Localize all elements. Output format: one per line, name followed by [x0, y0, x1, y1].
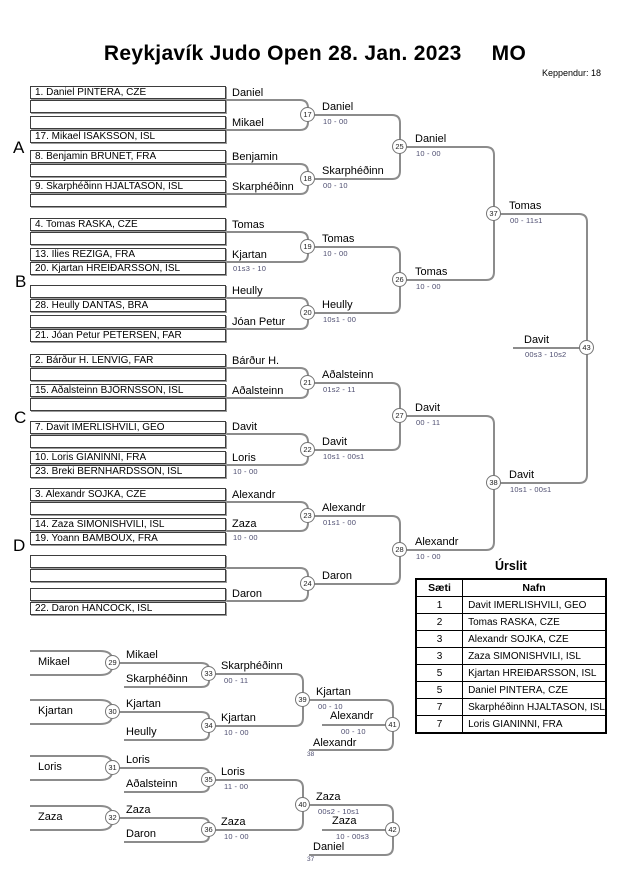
- pair-winner-11: Davit: [232, 421, 258, 433]
- pool-label-c: C: [14, 408, 27, 427]
- match-29-winner: Mikael: [126, 649, 158, 661]
- match-17-circle: 17: [300, 107, 315, 122]
- match-23-circle: 23: [300, 508, 315, 523]
- draw-box-c7: 10. Loris GIANINNI, FRA: [30, 451, 226, 464]
- match-36-winner: Zaza: [221, 816, 246, 828]
- match-20-score: 10s1 - 00: [323, 315, 357, 324]
- match-18-winner: Skarphéðinn: [322, 165, 384, 177]
- match-35-winner: Loris: [221, 766, 245, 778]
- match-39-circle: 39: [295, 692, 310, 707]
- pair-winner-2: Mikael: [232, 117, 264, 129]
- match-27-score: 00 - 11: [416, 418, 441, 427]
- draw-box-c5: 7. Davit IMERLISHVILI, GEO: [30, 421, 226, 434]
- match-27-circle: 27: [392, 408, 407, 423]
- match-43-circle: 43: [579, 340, 594, 355]
- match-42-circle: 42: [385, 822, 400, 837]
- draw-box-b5: [30, 285, 226, 298]
- match-36-circle: 36: [201, 822, 216, 837]
- match-39-winner: Kjartan: [316, 686, 351, 698]
- pair-score-14: 10 - 00: [233, 533, 258, 542]
- result-name: Davit IMERLISHVILI, GEO: [463, 597, 606, 614]
- draw-box-d5: [30, 555, 226, 568]
- match-30-circle: 30: [105, 704, 120, 719]
- match-38-score: 10s1 - 00s1: [510, 485, 552, 494]
- results-header-row: [416, 579, 606, 597]
- match-41-circle: 41: [385, 717, 400, 732]
- match-38-circle: 38: [486, 475, 501, 490]
- match-39-score: 00 - 10: [318, 702, 343, 711]
- result-name: Skarphéðinn HJALTASON, ISL: [463, 699, 606, 716]
- match-42-winner: Zaza: [332, 815, 357, 827]
- pair-winner-10: Aðalsteinn: [232, 385, 284, 397]
- pair-winner-16: Daron: [232, 588, 262, 600]
- result-name: Kjartan HREIÐARSSON, ISL: [463, 665, 606, 682]
- draw-box-d1: 3. Alexandr SOJKA, CZE: [30, 488, 226, 501]
- match-27-winner: Davit: [415, 402, 441, 414]
- match-33-score: 00 - 11: [224, 676, 249, 685]
- match-33-opponent: Skarphéðinn: [126, 673, 188, 685]
- match-43-score: 00s3 - 10s2: [525, 350, 567, 359]
- repechage-entry-loris: Loris: [38, 761, 62, 773]
- match-21-circle: 21: [300, 375, 315, 390]
- table-row: [416, 699, 606, 716]
- match-34-score: 10 - 00: [224, 728, 249, 737]
- draw-box-d2: [30, 502, 226, 515]
- table-row: [416, 648, 606, 665]
- result-name: Tomas RASKA, CZE: [463, 614, 606, 631]
- match-25-winner: Daniel: [415, 133, 447, 145]
- draw-box-c1: 2. Bárður H. LENVIG, FAR: [30, 354, 226, 367]
- match-22-winner: Davit: [322, 436, 348, 448]
- match-40-winner: Zaza: [316, 791, 341, 803]
- match-19-score: 10 - 00: [323, 249, 348, 258]
- match-23-score: 01s1 - 00: [323, 518, 357, 527]
- match-31-circle: 31: [105, 760, 120, 775]
- table-row: [416, 597, 606, 614]
- match-37-winner: Tomas: [509, 200, 542, 212]
- pair-winner-14: Zaza: [232, 518, 257, 530]
- draw-box-a6: [30, 164, 226, 177]
- match-33-circle: 33: [201, 666, 216, 681]
- repechage-entry-zaza: Zaza: [38, 811, 63, 823]
- match-26-score: 10 - 00: [416, 282, 441, 291]
- pair-winner-13: Alexandr: [232, 489, 276, 501]
- draw-box-b6: 28. Heully DANTAS, BRA: [30, 299, 226, 312]
- draw-box-c4: [30, 398, 226, 411]
- match-41-score: 00 - 10: [341, 727, 366, 736]
- match-41-winner: Alexandr: [330, 710, 374, 722]
- table-row: [416, 665, 606, 682]
- match-23-winner: Alexandr: [322, 502, 366, 514]
- competitors-count: Keppendur: 18: [541, 68, 601, 78]
- pair-score-6: 01s3 - 10: [233, 264, 267, 273]
- draw-box-c3: 15. Aðalsteinn BJÖRNSSON, ISL: [30, 384, 226, 397]
- draw-box-b2: [30, 232, 226, 245]
- match-20-circle: 20: [300, 305, 315, 320]
- draw-box-c8: 23. Breki BERNHARDSSON, ISL: [30, 465, 226, 478]
- pair-winner-1: Daniel: [232, 87, 264, 99]
- draw-box-b1: 4. Tomas RASKA, CZE: [30, 218, 226, 231]
- match-35-circle: 35: [201, 772, 216, 787]
- match-35-opponent: Aðalsteinn: [126, 778, 178, 790]
- result-rank: 3: [416, 648, 463, 665]
- match-24-circle: 24: [300, 576, 315, 591]
- table-row: [416, 614, 606, 631]
- match-41-source-match: 38: [307, 751, 315, 758]
- match-42-score: 10 - 00s3: [336, 832, 370, 841]
- result-name: Zaza SIMONISHVILI, ISL: [463, 648, 606, 665]
- pool-label-b: B: [15, 272, 27, 291]
- match-36-opponent: Daron: [126, 828, 156, 840]
- match-26-winner: Tomas: [415, 266, 448, 278]
- pair-winner-3: Benjamin: [232, 151, 278, 163]
- draw-box-c6: [30, 435, 226, 448]
- draw-box-d7: [30, 588, 226, 601]
- match-28-circle: 28: [392, 542, 407, 557]
- match-42-source-match: 37: [307, 856, 315, 863]
- draw-box-d6: [30, 569, 226, 582]
- match-25-circle: 25: [392, 139, 407, 154]
- draw-box-d3: 14. Zaza SIMONISHVILI, ISL: [30, 518, 226, 531]
- match-19-winner: Tomas: [322, 233, 355, 245]
- match-31-winner: Loris: [126, 754, 150, 766]
- match-42-opponent: Daniel: [313, 841, 345, 853]
- draw-box-d8: 22. Daron HANCOCK, ISL: [30, 602, 226, 615]
- results-col-name: Nafn: [463, 579, 606, 597]
- draw-box-a1: 1. Daniel PINTERA, CZE: [30, 86, 226, 99]
- result-rank: 5: [416, 682, 463, 699]
- result-name: Alexandr SOJKA, CZE: [463, 631, 606, 648]
- match-34-circle: 34: [201, 718, 216, 733]
- match-26-circle: 26: [392, 272, 407, 287]
- match-33-winner: Skarphéðinn: [221, 660, 283, 672]
- draw-box-a8: [30, 194, 226, 207]
- pair-winner-7: Heully: [232, 285, 263, 297]
- results-col-rank: Sæti: [416, 579, 463, 597]
- page-title: [0, 42, 630, 66]
- match-28-score: 10 - 00: [416, 552, 441, 561]
- match-35-score: 11 - 00: [224, 782, 249, 791]
- match-25-score: 10 - 00: [416, 149, 441, 158]
- match-32-winner: Zaza: [126, 804, 151, 816]
- match-20-winner: Heully: [322, 299, 353, 311]
- result-rank: 3: [416, 631, 463, 648]
- draw-box-b3: 13. Ilies REZIGA, FRA: [30, 248, 226, 261]
- draw-box-d4: 19. Yoann BAMBOUX, FRA: [30, 532, 226, 545]
- match-21-score: 01s2 - 11: [323, 385, 356, 394]
- match-37-circle: 37: [486, 206, 501, 221]
- table-row: [416, 682, 606, 699]
- repechage-entry-mikael: Mikael: [38, 656, 70, 668]
- table-row: [416, 716, 606, 734]
- match-43-winner: Davit: [524, 334, 550, 346]
- table-row: [416, 631, 606, 648]
- match-36-score: 10 - 00: [224, 832, 249, 841]
- match-40-score: 00s2 - 10s1: [318, 807, 360, 816]
- result-name: Loris GIANINNI, FRA: [463, 716, 606, 734]
- match-19-circle: 19: [300, 239, 315, 254]
- match-18-circle: 18: [300, 171, 315, 186]
- results-table: [415, 578, 607, 734]
- match-41-opponent: Alexandr: [313, 737, 357, 749]
- match-28-winner: Alexandr: [415, 536, 459, 548]
- match-17-score: 10 - 00: [323, 117, 348, 126]
- draw-box-a5: 8. Benjamin BRUNET, FRA: [30, 150, 226, 163]
- draw-box-a4: 17. Mikael ISAKSSON, ISL: [30, 130, 226, 143]
- result-rank: 7: [416, 699, 463, 716]
- draw-box-a3: [30, 116, 226, 129]
- match-17-winner: Daniel: [322, 101, 354, 113]
- result-rank: 2: [416, 614, 463, 631]
- match-34-opponent: Heully: [126, 726, 157, 738]
- result-name: Daniel PINTERA, CZE: [463, 682, 606, 699]
- draw-box-b8: 21. Jóan Petur PETERSEN, FAR: [30, 329, 226, 342]
- match-37-score: 00 - 11s1: [510, 216, 543, 225]
- result-rank: 1: [416, 597, 463, 614]
- match-38-winner: Davit: [509, 469, 535, 481]
- draw-box-b4: 20. Kjartan HREIÐARSSON, ISL: [30, 262, 226, 275]
- match-21-winner: Aðalsteinn: [322, 369, 374, 381]
- pair-winner-9: Bárður H.: [232, 355, 280, 367]
- pair-winner-8: Jóan Petur: [232, 316, 286, 328]
- match-22-score: 10s1 - 00s1: [323, 452, 365, 461]
- match-34-winner: Kjartan: [221, 712, 256, 724]
- pair-winner-6: Kjartan: [232, 249, 267, 261]
- draw-box-a7: 9. Skarphéðinn HJALTASON, ISL: [30, 180, 226, 193]
- category-label: MO: [491, 42, 527, 65]
- pair-winner-4: Skarphéðinn: [232, 181, 294, 193]
- result-rank: 5: [416, 665, 463, 682]
- match-29-circle: 29: [105, 655, 120, 670]
- draw-box-a2: [30, 100, 226, 113]
- result-rank: 7: [416, 716, 463, 734]
- repechage-entry-kjartan: Kjartan: [38, 705, 73, 717]
- tournament-title: Reykjavík Judo Open 28. Jan. 2023: [103, 42, 462, 65]
- results-title: Úrslit: [495, 559, 527, 573]
- pool-label-d: D: [13, 536, 26, 555]
- match-24-winner: Daron: [322, 570, 352, 582]
- pair-score-12: 10 - 00: [233, 467, 258, 476]
- draw-box-c2: [30, 368, 226, 381]
- match-18-score: 00 - 10: [323, 181, 348, 190]
- pair-winner-12: Loris: [232, 452, 256, 464]
- draw-box-b7: [30, 315, 226, 328]
- pair-winner-5: Tomas: [232, 219, 265, 231]
- match-22-circle: 22: [300, 442, 315, 457]
- pool-label-a: A: [13, 138, 25, 157]
- repechage-entry-brackets: [30, 651, 112, 830]
- match-40-circle: 40: [295, 797, 310, 812]
- match-30-winner: Kjartan: [126, 698, 161, 710]
- match-32-circle: 32: [105, 810, 120, 825]
